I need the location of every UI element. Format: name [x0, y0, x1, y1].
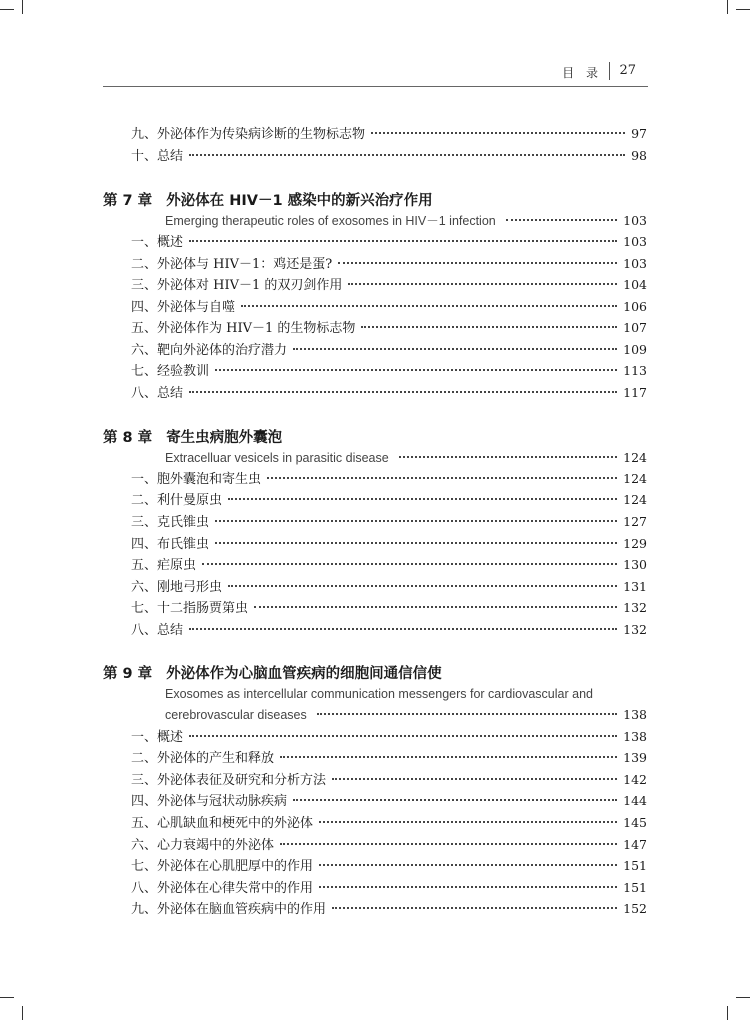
chapter-heading[interactable] — [103, 189, 433, 211]
toc-entry[interactable]: 四、布氏锥虫 129 — [131, 536, 647, 552]
toc-entry[interactable]: 十、总结 98 — [131, 148, 647, 164]
dot-leader — [280, 756, 617, 758]
toc-entry[interactable]: 一、胞外囊泡和寄生虫 124 — [131, 471, 647, 487]
dot-leader — [371, 132, 625, 134]
dot-leader — [228, 498, 617, 500]
dot-leader — [361, 326, 617, 328]
toc-entry[interactable]: 九、外泌体在脑血管疾病中的作用 152 — [131, 901, 647, 917]
chapter-english-title-line2[interactable]: cerebrovascular diseases 138 — [165, 707, 647, 722]
toc-entry[interactable]: 二、利什曼原虫 124 — [131, 492, 647, 508]
toc-entry[interactable]: 三、克氏锥虫 127 — [131, 514, 647, 530]
header-divider — [609, 62, 610, 80]
toc-entry[interactable]: 七、十二指肠贾第虫 132 — [131, 600, 647, 616]
chapter-heading[interactable] — [103, 426, 282, 448]
toc-entry[interactable]: 五、外泌体作为 HIV－1 的生物标志物 107 — [131, 320, 647, 336]
toc-entry[interactable]: 一、概述 138 — [131, 729, 647, 745]
dot-leader — [399, 456, 617, 458]
dot-leader — [332, 778, 617, 780]
toc-entry[interactable]: 七、外泌体在心肌肥厚中的作用 151 — [131, 858, 647, 874]
dot-leader — [348, 283, 617, 285]
toc-entry[interactable]: 三、外泌体表征及研究和分析方法 142 — [131, 772, 647, 788]
dot-leader — [254, 606, 617, 608]
running-header — [103, 62, 648, 87]
chapter-number: 第 9 章 — [103, 666, 153, 682]
toc-entry[interactable]: 八、总结 117 — [131, 385, 647, 401]
dot-leader — [317, 713, 617, 715]
dot-leader — [202, 563, 617, 565]
chapter-number: 第 7 章 — [103, 193, 153, 209]
dot-leader — [189, 628, 617, 630]
dot-leader — [189, 391, 617, 393]
toc-entry[interactable]: 八、总结 132 — [131, 622, 647, 638]
toc-entry[interactable]: 一、概述 103 — [131, 234, 647, 250]
toc-entry[interactable]: 三、外泌体对 HIV－1 的双刃剑作用 104 — [131, 277, 647, 293]
dot-leader — [293, 348, 617, 350]
toc-entry[interactable]: 五、心肌缺血和梗死中的外泌体 145 — [131, 815, 647, 831]
chapter-heading[interactable] — [103, 662, 442, 684]
toc-entry[interactable]: 九、外泌体作为传染病诊断的生物标志物 97 — [131, 126, 647, 142]
toc-entry[interactable]: 五、疟原虫 130 — [131, 557, 647, 573]
page-number: 27 — [619, 63, 636, 78]
toc-entry[interactable]: 四、外泌体与自噬 106 — [131, 299, 647, 315]
dot-leader — [319, 864, 617, 866]
toc-entry[interactable]: 二、外泌体的产生和释放 139 — [131, 750, 647, 766]
chapter-english-title-line1[interactable]: Exosomes as intercellular communication messengers for cardiovascular and — [165, 687, 593, 701]
toc-entry[interactable]: 六、刚地弓形虫 131 — [131, 579, 647, 595]
dot-leader — [215, 542, 617, 544]
toc-entry[interactable]: 四、外泌体与冠状动脉疾病 144 — [131, 793, 647, 809]
dot-leader — [506, 219, 617, 221]
dot-leader — [215, 369, 617, 371]
toc-entry[interactable]: 八、外泌体在心律失常中的作用 151 — [131, 880, 647, 896]
dot-leader — [338, 262, 617, 264]
dot-leader — [280, 843, 617, 845]
section-title: 目 录 — [562, 66, 602, 80]
chapter-number: 第 8 章 — [103, 430, 153, 446]
dot-leader — [189, 240, 617, 242]
dot-leader — [189, 154, 625, 156]
dot-leader — [319, 886, 617, 888]
chapter-title: 外泌体作为心脑血管疾病的细胞间通信信使 — [166, 666, 442, 682]
dot-leader — [332, 907, 617, 909]
dot-leader — [189, 735, 617, 737]
chapter-english-title[interactable]: Extracelluar vesicels in parasitic disease 124 — [165, 450, 647, 465]
dot-leader — [228, 585, 617, 587]
toc-entry[interactable]: 二、外泌体与 HIV－1：鸡还是蛋? 103 — [131, 256, 647, 272]
dot-leader — [241, 305, 617, 307]
toc-entry[interactable]: 六、心力衰竭中的外泌体 147 — [131, 837, 647, 853]
chapter-title: 寄生虫病胞外囊泡 — [166, 430, 283, 446]
toc-entry[interactable]: 七、经验教训 113 — [131, 363, 647, 379]
dot-leader — [319, 821, 617, 823]
dot-leader — [267, 477, 617, 479]
toc-entry[interactable]: 六、靶向外泌体的治疗潜力 109 — [131, 342, 647, 358]
dot-leader — [215, 520, 617, 522]
chapter-title: 外泌体在 HIV－1 感染中的新兴治疗作用 — [166, 193, 433, 209]
chapter-english-title[interactable]: Emerging therapeutic roles of exosomes in HIV－1 infection 103 — [165, 213, 647, 228]
dot-leader — [293, 799, 617, 801]
